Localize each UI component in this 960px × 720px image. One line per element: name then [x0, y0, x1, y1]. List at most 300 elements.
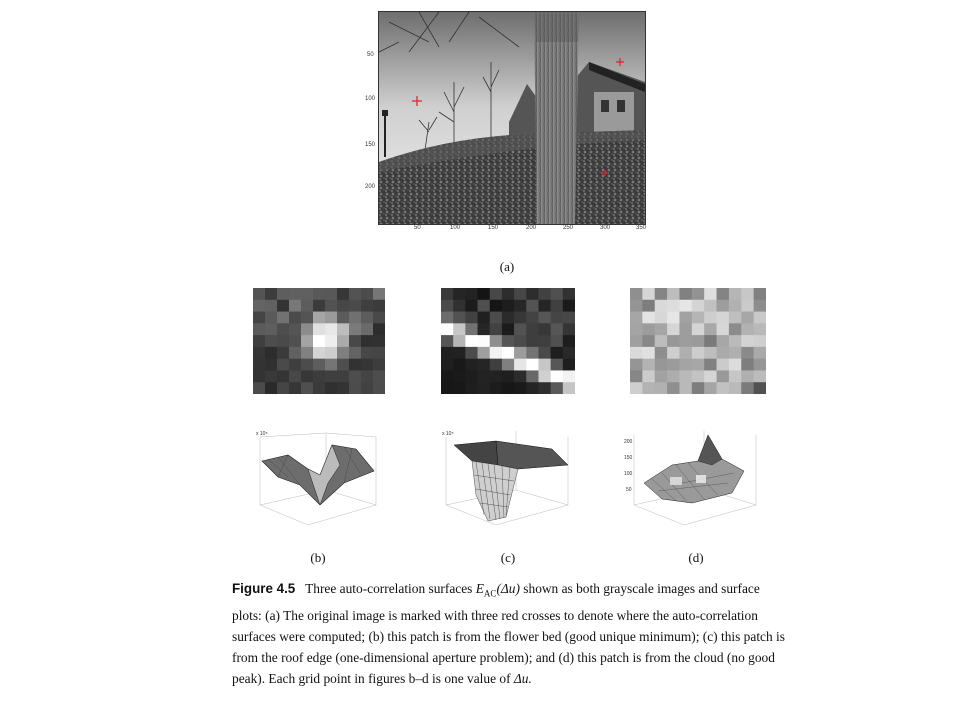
- patch-cell: [361, 312, 374, 324]
- patch-cell: [551, 323, 564, 335]
- patch-cell: [551, 288, 564, 300]
- patch-cell: [325, 323, 338, 335]
- patch-cell: [667, 382, 680, 394]
- patch-cell: [301, 288, 314, 300]
- patch-image-c: [441, 288, 575, 394]
- patch-cell: [361, 382, 374, 394]
- x-tick: 250: [563, 225, 574, 231]
- patch-cell: [754, 288, 766, 300]
- x-tick: 200: [526, 225, 537, 231]
- z-tick: 100: [624, 471, 633, 477]
- patch-cell: [754, 335, 766, 347]
- z-tick: 50: [626, 487, 632, 493]
- patch-cell: [538, 300, 551, 312]
- patch-cell: [265, 347, 278, 359]
- patch-cell: [642, 382, 655, 394]
- patch-cell: [361, 300, 374, 312]
- patch-cell: [277, 323, 290, 335]
- patch-cell: [563, 382, 575, 394]
- patch-cell: [563, 359, 575, 371]
- patch-cell: [313, 323, 326, 335]
- patch-cell: [655, 312, 668, 324]
- patch-cell: [325, 370, 338, 382]
- patch-cell: [453, 347, 466, 359]
- patch-cell: [465, 335, 478, 347]
- patch-cell: [361, 359, 374, 371]
- patch-cell: [551, 359, 564, 371]
- patch-cell: [704, 312, 717, 324]
- patch-cell: [679, 370, 692, 382]
- patch-cell: [265, 335, 278, 347]
- patch-cell: [630, 300, 643, 312]
- patch-cell: [717, 347, 730, 359]
- patch-cell: [502, 359, 515, 371]
- patch-cell: [563, 323, 575, 335]
- patch-cell: [717, 370, 730, 382]
- patch-cell: [253, 382, 266, 394]
- patch-cell: [551, 300, 564, 312]
- patch-cell: [692, 370, 705, 382]
- patch-cell: [465, 382, 478, 394]
- patch-cell: [289, 370, 302, 382]
- patch-cell: [630, 323, 643, 335]
- patch-cell: [538, 288, 551, 300]
- math-symbol-E: [475, 581, 520, 599]
- patch-cell: [490, 359, 503, 371]
- patch-cell: [441, 335, 454, 347]
- patch-cell: [337, 288, 350, 300]
- patch-cell: [514, 300, 527, 312]
- patch-cell: [630, 359, 643, 371]
- patch-cell: [313, 288, 326, 300]
- patch-cell: [453, 300, 466, 312]
- patch-cell: [325, 300, 338, 312]
- patch-cell: [313, 359, 326, 371]
- math-E: E: [475, 581, 484, 596]
- patch-cell: [349, 288, 362, 300]
- patch-cell: [325, 382, 338, 394]
- patch-cell: [667, 359, 680, 371]
- patch-cell: [289, 323, 302, 335]
- patch-cell: [441, 382, 454, 394]
- patch-cell: [729, 323, 742, 335]
- patch-image-d: [630, 288, 766, 394]
- patch-cell: [679, 323, 692, 335]
- patch-cell: [717, 288, 730, 300]
- patch-cell: [692, 382, 705, 394]
- patch-cell: [253, 300, 266, 312]
- patch-cell: [717, 359, 730, 371]
- patch-cell: [253, 359, 266, 371]
- y-tick: 100: [365, 96, 376, 102]
- patch-cell: [630, 370, 643, 382]
- patch-cell: [704, 335, 717, 347]
- patch-cell: [526, 312, 539, 324]
- patch-cell: [349, 335, 362, 347]
- patch-cell: [642, 300, 655, 312]
- patch-cell: [551, 335, 564, 347]
- patch-cell: [741, 382, 754, 394]
- patch-cell: [667, 300, 680, 312]
- patch-cell: [277, 347, 290, 359]
- patch-cell: [630, 312, 643, 324]
- patch-image-b: [253, 288, 385, 394]
- patch-cell: [514, 370, 527, 382]
- figure-caption: [232, 578, 792, 689]
- patch-cell: [526, 359, 539, 371]
- patch-cell: [253, 323, 266, 335]
- patch-cell: [313, 347, 326, 359]
- patch-cell: [679, 288, 692, 300]
- patch-cell: [655, 335, 668, 347]
- patch-cell: [692, 335, 705, 347]
- patch-cell: [704, 370, 717, 382]
- patch-cell: [563, 300, 575, 312]
- patch-cell: [373, 347, 385, 359]
- patch-cell: [538, 370, 551, 382]
- patch-cell: [490, 347, 503, 359]
- patch-cell: [741, 288, 754, 300]
- figure-number: Figure 4.5: [232, 581, 296, 596]
- patch-cell: [453, 370, 466, 382]
- patch-cell: [361, 288, 374, 300]
- patch-cell: [667, 370, 680, 382]
- patch-cell: [289, 382, 302, 394]
- patch-cell: [337, 312, 350, 324]
- patch-cell: [361, 370, 374, 382]
- patch-cell: [289, 312, 302, 324]
- patch-cell: [313, 370, 326, 382]
- patch-cell: [441, 323, 454, 335]
- patch-cell: [502, 312, 515, 324]
- patch-cell: [538, 312, 551, 324]
- patch-cell: [514, 288, 527, 300]
- patch-cell: [729, 312, 742, 324]
- patch-cell: [478, 335, 491, 347]
- patch-cell: [526, 300, 539, 312]
- patch-cell: [301, 312, 314, 324]
- patch-cell: [490, 382, 503, 394]
- patch-cell: [679, 382, 692, 394]
- patch-cell: [301, 300, 314, 312]
- patch-cell: [313, 382, 326, 394]
- math-arg: (Δu): [496, 581, 520, 596]
- patch-cell: [478, 347, 491, 359]
- patch-cell: [301, 335, 314, 347]
- patch-cell: [373, 300, 385, 312]
- caption-text-1: Three auto-correlation surfaces: [305, 581, 473, 596]
- patch-cell: [642, 370, 655, 382]
- patch-cell: [349, 323, 362, 335]
- patch-cell: [325, 288, 338, 300]
- patch-cell: [253, 370, 266, 382]
- patch-cell: [453, 323, 466, 335]
- x-tick: 350: [636, 225, 647, 231]
- math-delta-u: Δu.: [513, 670, 532, 686]
- patch-cell: [373, 382, 385, 394]
- patch-cell: [502, 347, 515, 359]
- patch-cell: [655, 323, 668, 335]
- patch-cell: [754, 312, 766, 324]
- patch-cell: [289, 359, 302, 371]
- patch-cell: [325, 312, 338, 324]
- patch-cell: [704, 382, 717, 394]
- patch-cell: [277, 370, 290, 382]
- patch-cell: [325, 359, 338, 371]
- patch-cell: [313, 300, 326, 312]
- patch-cell: [692, 347, 705, 359]
- patch-cell: [642, 359, 655, 371]
- patch-cell: [655, 382, 668, 394]
- patch-cell: [349, 312, 362, 324]
- patch-cell: [490, 370, 503, 382]
- patch-cell: [349, 300, 362, 312]
- patch-cell: [667, 335, 680, 347]
- patch-cell: [729, 300, 742, 312]
- patch-cell: [361, 335, 374, 347]
- patch-cell: [265, 359, 278, 371]
- patch-cell: [642, 335, 655, 347]
- panel-b-label: (b): [310, 550, 326, 565]
- patch-cell: [453, 359, 466, 371]
- patch-cell: [277, 335, 290, 347]
- patch-cell: [441, 359, 454, 371]
- patch-cell: [373, 288, 385, 300]
- panel-c-label: (c): [500, 550, 516, 565]
- patch-cell: [717, 382, 730, 394]
- patch-cell: [349, 382, 362, 394]
- patch-cell: [289, 347, 302, 359]
- patch-cell: [373, 359, 385, 371]
- patch-cell: [741, 323, 754, 335]
- patch-cell: [453, 335, 466, 347]
- patch-cell: [490, 312, 503, 324]
- patch-cell: [253, 335, 266, 347]
- caption-text-2: shown as both grayscale images and surface plots: (a) The original image is marked with three red crosses to denote where the auto-correlation surfaces were computed; (b) this patch is from the flower bed (good unique minimum); (c) this patch is from the roof edge (one-dimensional aperture problem); and (d) this patch is from the cloud (no good peak). Each grid point in figures b–d is one value of: [232, 581, 785, 686]
- patch-cell: [253, 347, 266, 359]
- patch-cell: [630, 347, 643, 359]
- patch-cell: [265, 288, 278, 300]
- patch-cell: [754, 382, 766, 394]
- y-tick: 150: [365, 142, 376, 148]
- patch-cell: [325, 335, 338, 347]
- patch-cell: [717, 335, 730, 347]
- patch-cell: [642, 323, 655, 335]
- patch-cell: [289, 288, 302, 300]
- patch-cell: [692, 300, 705, 312]
- patch-cell: [729, 359, 742, 371]
- patch-cell: [337, 382, 350, 394]
- patch-cell: [679, 300, 692, 312]
- patch-cell: [441, 300, 454, 312]
- patch-cell: [490, 335, 503, 347]
- patch-cell: [441, 312, 454, 324]
- patch-cell: [655, 288, 668, 300]
- patch-cell: [563, 335, 575, 347]
- patch-cell: [754, 370, 766, 382]
- patch-cell: [642, 312, 655, 324]
- patch-cell: [465, 288, 478, 300]
- patch-cell: [325, 347, 338, 359]
- x-tick: 150: [488, 225, 499, 231]
- surface-plot-c: [436, 425, 580, 535]
- patch-cell: [538, 359, 551, 371]
- patch-cell: [337, 335, 350, 347]
- y-tick: 50: [367, 52, 374, 58]
- patch-cell: [502, 335, 515, 347]
- patch-cell: [538, 347, 551, 359]
- patch-cell: [502, 300, 515, 312]
- patch-cell: [514, 382, 527, 394]
- patch-cell: [478, 300, 491, 312]
- patch-cell: [337, 300, 350, 312]
- patch-cell: [349, 359, 362, 371]
- patch-cell: [563, 347, 575, 359]
- patch-cell: [301, 382, 314, 394]
- patch-cell: [277, 288, 290, 300]
- patch-cell: [361, 347, 374, 359]
- patch-cell: [514, 347, 527, 359]
- patch-cell: [729, 382, 742, 394]
- patch-cell: [741, 312, 754, 324]
- patch-cell: [277, 312, 290, 324]
- patch-cell: [465, 347, 478, 359]
- patch-cell: [253, 288, 266, 300]
- patch-cell: [349, 370, 362, 382]
- z-tick: 200: [624, 439, 633, 445]
- patch-cell: [465, 323, 478, 335]
- patch-cell: [667, 312, 680, 324]
- patch-cell: [630, 288, 643, 300]
- patch-cell: [265, 382, 278, 394]
- patch-cell: [478, 323, 491, 335]
- patch-cell: [301, 370, 314, 382]
- patch-cell: [478, 370, 491, 382]
- patch-cell: [277, 359, 290, 371]
- patch-cell: [490, 323, 503, 335]
- patch-cell: [453, 312, 466, 324]
- patch-cell: [538, 323, 551, 335]
- patch-cell: [502, 370, 515, 382]
- patch-cell: [337, 359, 350, 371]
- surface-plot-d: [622, 425, 768, 535]
- patch-cell: [741, 300, 754, 312]
- patch-cell: [313, 335, 326, 347]
- patch-cell: [551, 347, 564, 359]
- patch-cell: [337, 347, 350, 359]
- patch-cell: [337, 323, 350, 335]
- patch-cell: [551, 312, 564, 324]
- patch-cell: [563, 312, 575, 324]
- patch-cell: [729, 370, 742, 382]
- patch-cell: [642, 288, 655, 300]
- x-tick: 300: [600, 225, 611, 231]
- patch-cell: [514, 323, 527, 335]
- patch-cell: [679, 335, 692, 347]
- patch-cell: [754, 347, 766, 359]
- patch-cell: [490, 288, 503, 300]
- patch-cell: [526, 335, 539, 347]
- patch-cell: [717, 300, 730, 312]
- patch-cell: [277, 300, 290, 312]
- patch-cell: [465, 300, 478, 312]
- patch-cell: [526, 288, 539, 300]
- patch-cell: [465, 359, 478, 371]
- patch-cell: [692, 288, 705, 300]
- patch-cell: [526, 347, 539, 359]
- patch-cell: [349, 347, 362, 359]
- surface-plot-b: [248, 425, 388, 535]
- y-tick: 200: [365, 184, 376, 190]
- patch-cell: [704, 288, 717, 300]
- patch-cell: [642, 347, 655, 359]
- patch-cell: [754, 300, 766, 312]
- patch-cell: [313, 312, 326, 324]
- x-tick: 100: [450, 225, 461, 231]
- main-image: [379, 12, 645, 224]
- patch-cell: [265, 370, 278, 382]
- patch-cell: [741, 370, 754, 382]
- patch-cell: [655, 370, 668, 382]
- patch-cell: [679, 347, 692, 359]
- math-sub: AC: [483, 588, 497, 599]
- patch-cell: [373, 335, 385, 347]
- patch-cell: [667, 288, 680, 300]
- patch-cell: [453, 382, 466, 394]
- patch-cell: [478, 312, 491, 324]
- patch-cell: [465, 312, 478, 324]
- patch-cell: [373, 370, 385, 382]
- patch-cell: [754, 359, 766, 371]
- patch-cell: [441, 370, 454, 382]
- patch-cell: [630, 382, 643, 394]
- main-image-frame: [378, 11, 646, 225]
- patch-cell: [717, 323, 730, 335]
- patch-cell: [692, 323, 705, 335]
- patch-cell: [289, 335, 302, 347]
- patch-cell: [478, 382, 491, 394]
- patch-cell: [490, 300, 503, 312]
- patch-cell: [526, 370, 539, 382]
- patch-cell: [265, 312, 278, 324]
- patch-cell: [741, 347, 754, 359]
- patch-cell: [551, 382, 564, 394]
- patch-cell: [265, 300, 278, 312]
- patch-cell: [667, 323, 680, 335]
- patch-cell: [692, 359, 705, 371]
- patch-cell: [630, 335, 643, 347]
- patch-cell: [453, 288, 466, 300]
- patch-cell: [704, 323, 717, 335]
- patch-cell: [754, 323, 766, 335]
- patch-cell: [729, 335, 742, 347]
- patch-cell: [655, 347, 668, 359]
- patch-cell: [301, 323, 314, 335]
- patch-cell: [502, 382, 515, 394]
- patch-cell: [502, 288, 515, 300]
- z-tick: 150: [624, 455, 633, 461]
- patch-cell: [704, 347, 717, 359]
- patch-cell: [478, 288, 491, 300]
- patch-cell: [265, 323, 278, 335]
- patch-cell: [441, 288, 454, 300]
- patch-cell: [551, 370, 564, 382]
- patch-cell: [704, 359, 717, 371]
- patch-cell: [465, 370, 478, 382]
- patch-cell: [289, 300, 302, 312]
- patch-cell: [717, 312, 730, 324]
- panel-d-label: (d): [688, 550, 704, 565]
